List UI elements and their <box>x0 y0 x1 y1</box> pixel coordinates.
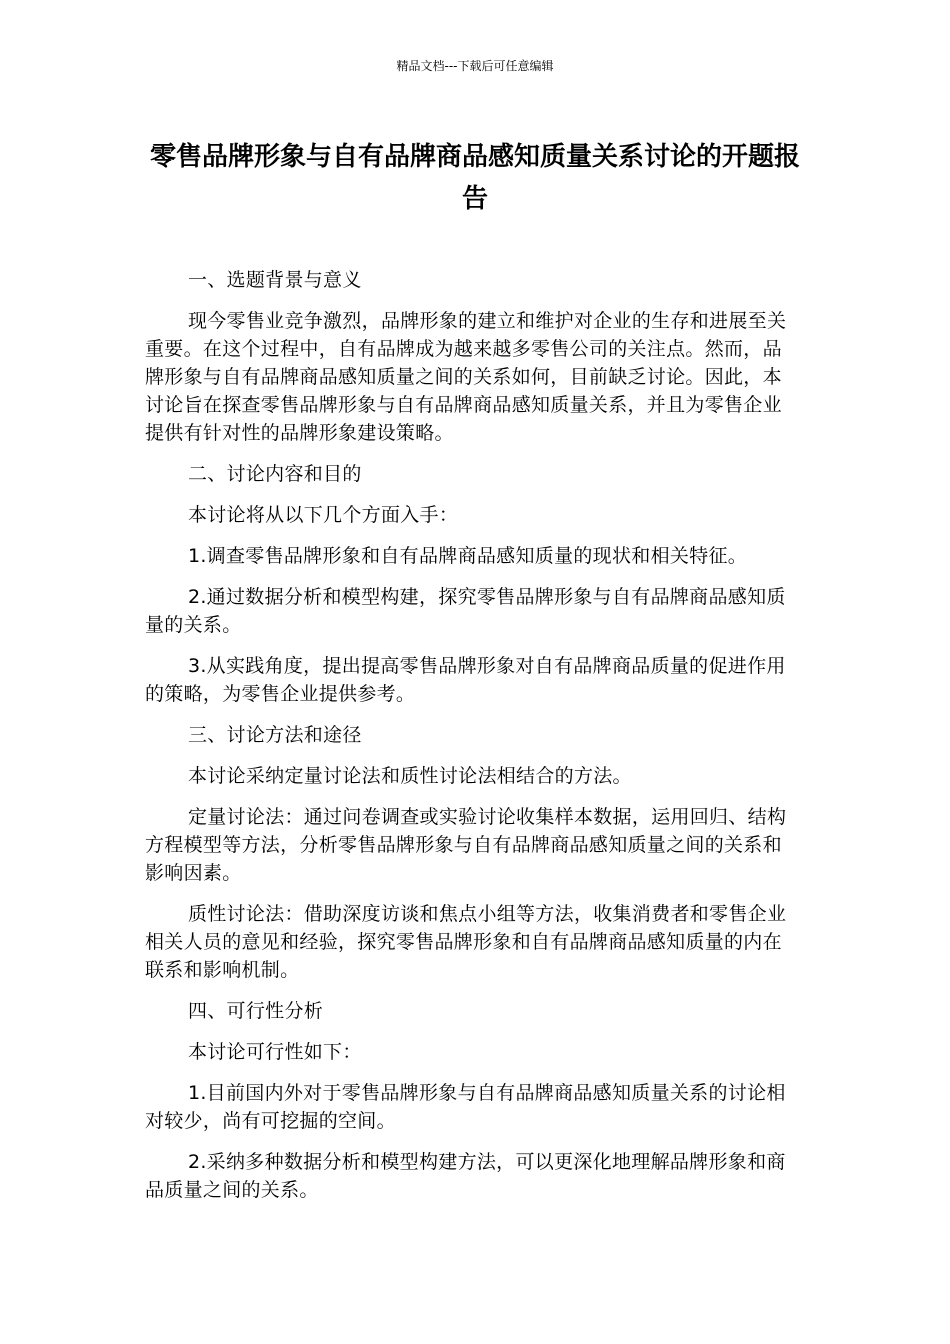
section-heading-background: 一、选题背景与意义 <box>187 269 362 291</box>
list-item-content-1: 1.调查零售品牌形象和自有品牌商品感知质量的现状和相关特征。 <box>187 545 748 567</box>
document-title: 零售品牌形象与自有品牌商品感知质量关系讨论的开题报告 <box>149 142 800 214</box>
section-heading-feasibility: 四、可行性分析 <box>187 1000 324 1022</box>
section-heading-content: 二、讨论内容和目的 <box>187 463 362 485</box>
paragraph-quantitative-method: 定量讨论法：通过问卷调查或实验讨论收集样本数据，运用回归、结构方程模型等方法，分析零售品牌形象与自有品牌商品感知质量之间的关系和影响因素。 <box>145 806 787 884</box>
paragraph-methods-intro: 本讨论采纳定量讨论法和质性讨论法相结合的方法。 <box>187 765 632 787</box>
paragraph-background: 现今零售业竞争激烈，品牌形象的建立和维护对企业的生存和进展至关重要。在这个过程中，自有品牌成为越来越多零售公司的关注点。然而，品牌形象与自有品牌商品感知质量之间的关系如何，目前缺乏讨论。因此，本讨论旨在探查零售品牌形象与自有品牌商品感知质量关系，并且为零售企业提供有针对性的品牌形象建设策略。 <box>145 310 787 444</box>
page-header-note: 精品文档---下载后可任意编辑 <box>396 59 554 73</box>
list-item-content-3: 3.从实践角度，提出提高零售品牌形象对自有品牌商品质量的促进作用的策略，为零售企业提供参考。 <box>145 655 786 705</box>
paragraph-feasibility-intro: 本讨论可行性如下： <box>187 1041 362 1063</box>
list-item-feasibility-1: 1.目前国内外对于零售品牌形象与自有品牌商品感知质量关系的讨论相对较少，尚有可挖掘的空间。 <box>145 1082 786 1132</box>
section-heading-methods: 三、讨论方法和途径 <box>187 724 362 746</box>
paragraph-qualitative-method: 质性讨论法：借助深度访谈和焦点小组等方法，收集消费者和零售企业相关人员的意见和经验，探究零售品牌形象和自有品牌商品感知质量的内在联系和影响机制。 <box>145 903 787 981</box>
list-item-feasibility-2: 2.采纳多种数据分析和模型构建方法，可以更深化地理解品牌形象和商品质量之间的关系。 <box>145 1151 786 1201</box>
paragraph-content-intro: 本讨论将从以下几个方面入手： <box>187 504 459 526</box>
document-body <box>145 266 795 1217</box>
list-item-content-2: 2.通过数据分析和模型构建，探究零售品牌形象与自有品牌商品感知质量的关系。 <box>145 586 786 636</box>
